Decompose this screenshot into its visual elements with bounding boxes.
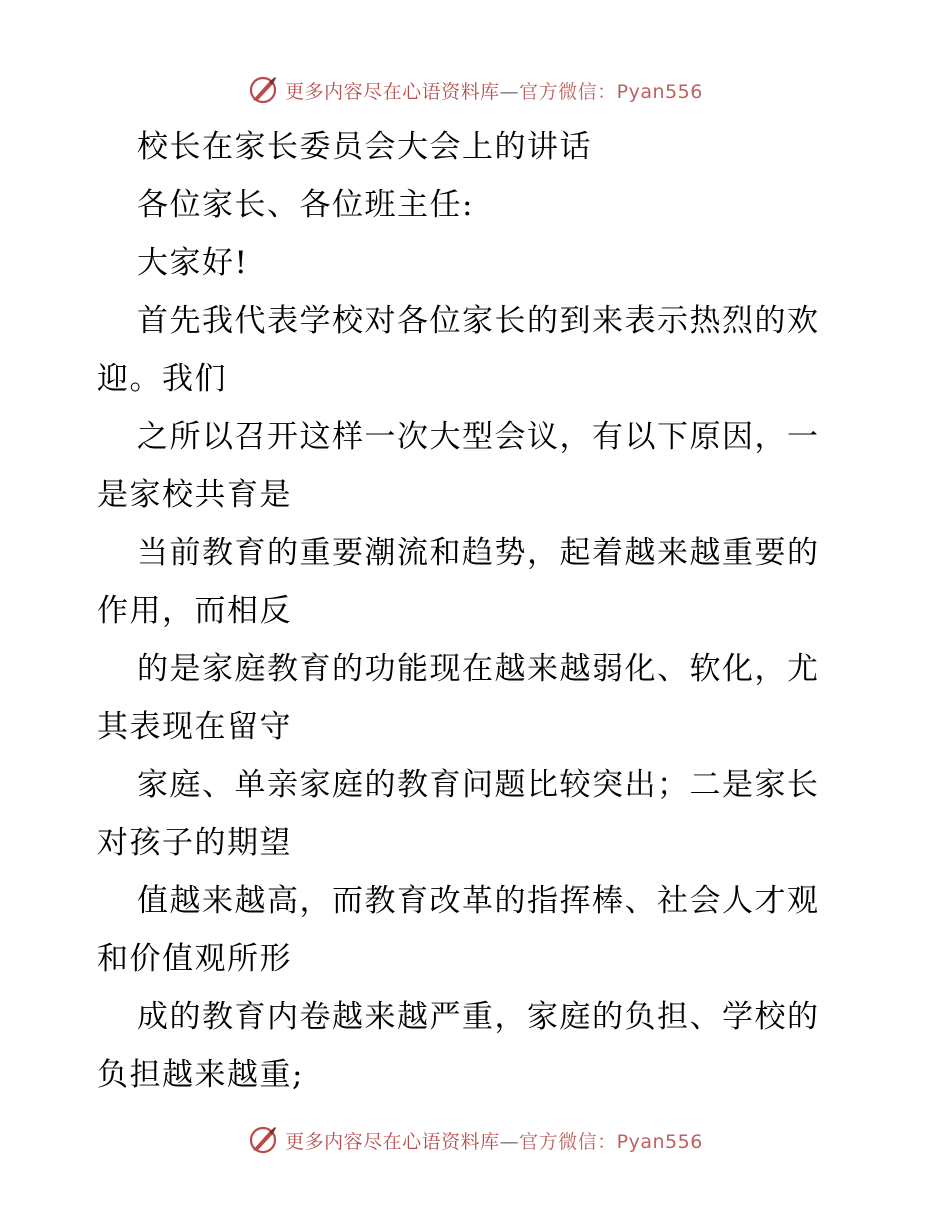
banner-right-text: 官方微信：Pyan556 [519, 80, 703, 103]
text-line: 和价值观所形 [97, 941, 292, 977]
banner-left-text: 更多内容尽在心语资料库 [285, 1130, 500, 1153]
banner-separator: — [499, 80, 520, 103]
header-banner-text [285, 77, 703, 104]
text-line: 值越来越高，而教育改革的指挥棒、社会人才观 [137, 883, 820, 919]
text-line: 对孩子的期望 [97, 825, 292, 861]
greeting-line: 大家好! [137, 245, 249, 281]
text-line: 负担越来越重; [97, 1057, 304, 1093]
banner-left-text: 更多内容尽在心语资料库 [285, 80, 500, 103]
text-line: 成的教育内卷越来越严重，家庭的负担、学校的 [137, 999, 820, 1035]
text-line: 是家校共育是 [97, 477, 292, 513]
feather-pen-logo-icon [247, 74, 279, 106]
footer-banner-text [285, 1127, 703, 1154]
text-line: 家庭、单亲家庭的教育问题比较突出；二是家长 [137, 767, 820, 803]
text-line: 首先我代表学校对各位家长的到来表示热烈的欢 [137, 303, 820, 339]
text-line: 当前教育的重要潮流和趋势，起着越来越重要的 [137, 535, 820, 571]
text-line: 迎。我们 [97, 361, 227, 397]
salutation-line: 各位家长、各位班主任: [137, 187, 474, 223]
header-banner [0, 70, 950, 110]
footer-banner [0, 1120, 950, 1160]
document-title: 校长在家长委员会大会上的讲话 [137, 129, 592, 165]
feather-pen-logo-icon [247, 1124, 279, 1156]
text-line: 其表现在留守 [97, 709, 292, 745]
banner-right-text: 官方微信：Pyan556 [519, 1130, 703, 1153]
document-body [97, 118, 857, 1104]
text-line: 作用，而相反 [97, 593, 292, 629]
text-line: 之所以召开这样一次大型会议，有以下原因，一 [137, 419, 820, 455]
text-line: 的是家庭教育的功能现在越来越弱化、软化，尤 [137, 651, 820, 687]
banner-separator: — [499, 1130, 520, 1153]
